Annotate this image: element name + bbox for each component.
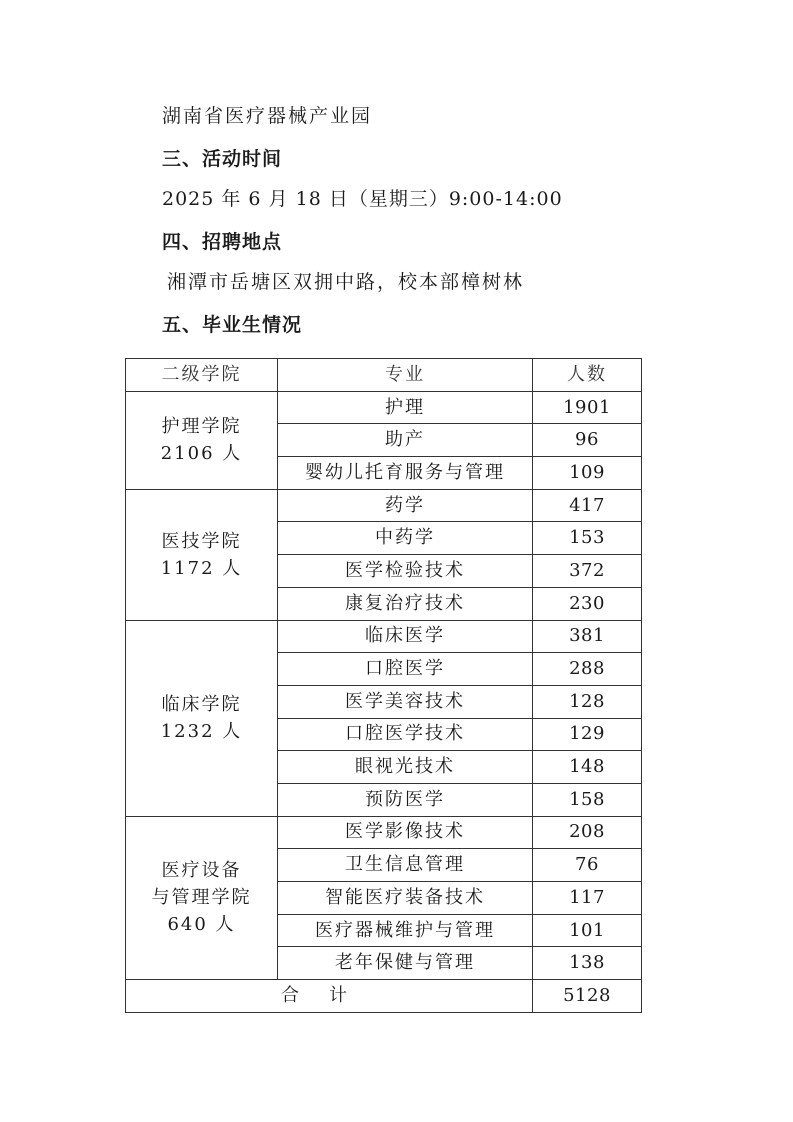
major-count: 230 <box>533 587 642 620</box>
major-name: 药学 <box>278 489 533 522</box>
major-name: 老年保健与管理 <box>278 947 533 980</box>
major-name: 临床医学 <box>278 620 533 653</box>
college-cell <box>126 489 278 620</box>
table-row <box>126 620 642 653</box>
college-count: 2106 人 <box>160 443 243 465</box>
total-row <box>126 980 642 1013</box>
major-name: 口腔医学技术 <box>278 718 533 751</box>
major-name: 医学美容技术 <box>278 685 533 718</box>
college-count: 1172 人 <box>160 557 243 579</box>
major-count: 158 <box>533 783 642 816</box>
major-name: 婴幼儿托育服务与管理 <box>278 457 533 490</box>
major-name: 护理 <box>278 391 533 424</box>
major-name: 医学影像技术 <box>278 816 533 849</box>
event-time-text: 2025 年 6 月 18 日（星期三）9:00-14:00 <box>162 188 563 210</box>
major-name: 预防医学 <box>278 783 533 816</box>
major-count: 117 <box>533 882 642 915</box>
major-name: 助产 <box>278 424 533 457</box>
total-label: 合计 <box>126 980 533 1013</box>
section-heading-graduates: 五、毕业生情况 <box>162 314 303 336</box>
major-count: 153 <box>533 522 642 555</box>
major-count: 129 <box>533 718 642 751</box>
major-name: 医疗器械维护与管理 <box>278 914 533 947</box>
header-count: 人数 <box>533 359 642 392</box>
college-count: 1232 人 <box>160 721 243 743</box>
major-name: 中药学 <box>278 522 533 555</box>
graduates-table <box>125 358 642 1013</box>
major-count: 372 <box>533 555 642 588</box>
major-count: 381 <box>533 620 642 653</box>
college-name: 护理学院 <box>161 416 242 438</box>
major-count: 148 <box>533 751 642 784</box>
event-place-text: 湘潭市岳塘区双拥中路，校本部樟树林 <box>167 271 525 293</box>
major-count: 208 <box>533 816 642 849</box>
college-name: 临床学院 <box>161 694 242 716</box>
major-name: 医学检验技术 <box>278 555 533 588</box>
total-value: 5128 <box>533 980 642 1013</box>
college-cell <box>126 391 278 489</box>
college-cell <box>126 816 278 979</box>
major-count: 417 <box>533 489 642 522</box>
college-name: 医疗设备 <box>161 860 242 882</box>
major-count: 138 <box>533 947 642 980</box>
major-count: 109 <box>533 457 642 490</box>
major-count: 128 <box>533 685 642 718</box>
table-header-row <box>126 359 642 392</box>
major-count: 96 <box>533 424 642 457</box>
major-name: 眼视光技术 <box>278 751 533 784</box>
major-count: 1901 <box>533 391 642 424</box>
college-cell <box>126 620 278 816</box>
table-row <box>126 489 642 522</box>
major-count: 288 <box>533 653 642 686</box>
table-row <box>126 391 642 424</box>
college-name-line2: 与管理学院 <box>151 887 252 909</box>
major-count: 76 <box>533 849 642 882</box>
major-count: 101 <box>533 914 642 947</box>
intro-line: 湖南省医疗器械产业园 <box>162 105 373 127</box>
major-name: 口腔医学 <box>278 653 533 686</box>
section-heading-place: 四、招聘地点 <box>162 231 283 253</box>
college-count: 640 人 <box>167 914 236 936</box>
major-name: 康复治疗技术 <box>278 587 533 620</box>
section-heading-time: 三、活动时间 <box>162 148 283 170</box>
header-major: 专业 <box>278 359 533 392</box>
table-row <box>126 816 642 849</box>
major-name: 智能医疗装备技术 <box>278 882 533 915</box>
college-name: 医技学院 <box>161 530 242 552</box>
major-name: 卫生信息管理 <box>278 849 533 882</box>
header-college: 二级学院 <box>126 359 278 392</box>
